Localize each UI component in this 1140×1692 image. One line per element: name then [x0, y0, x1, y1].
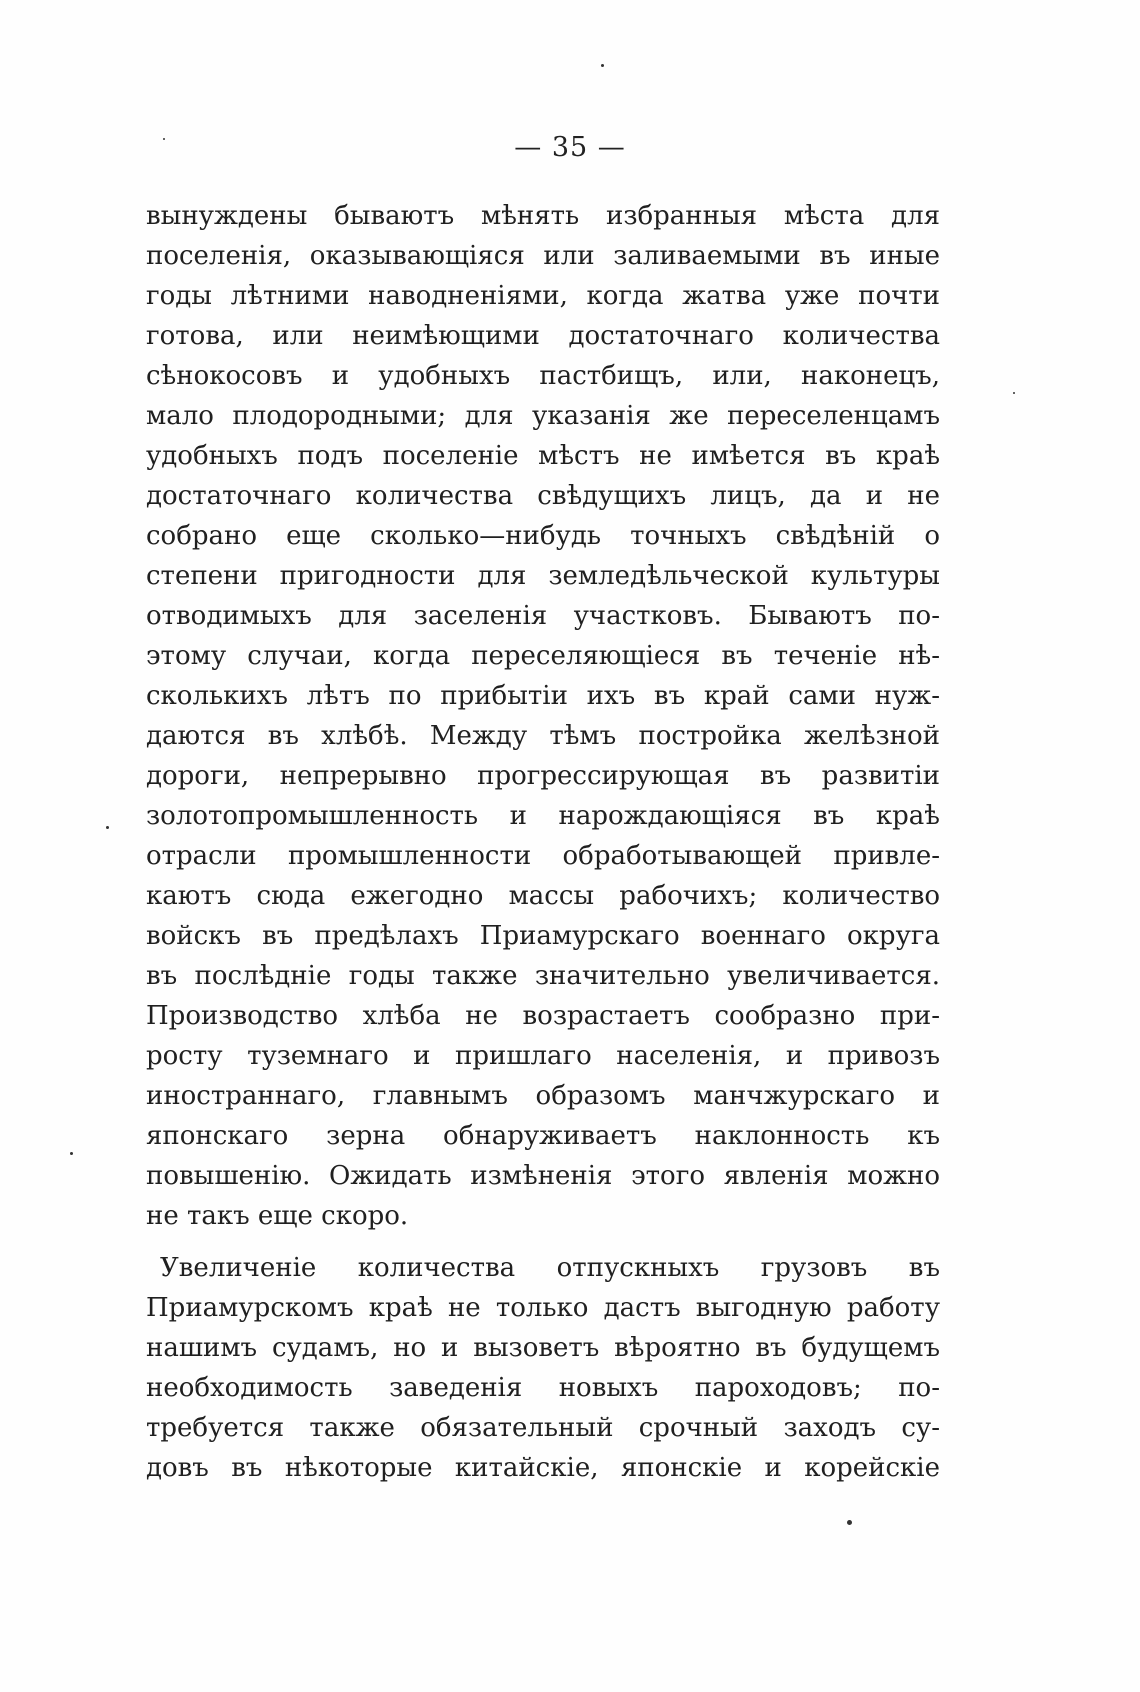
text-line: нашимъ судамъ, но и вызоветъ вѣроятно въ будущемъ	[146, 1333, 940, 1363]
scan-speck	[847, 1520, 852, 1525]
text-line: годы лѣтними наводненіями, когда жатва уже почти	[146, 281, 940, 311]
scan-speck	[106, 826, 109, 829]
paragraph-2	[146, 1248, 940, 1488]
text-line: иностраннаго, главнымъ образомъ манчжурскаго и	[146, 1081, 940, 1111]
paragraph-gap	[146, 1236, 940, 1248]
text-line: довъ въ нѣкоторые китайскіе, японскіе и корейскіе	[146, 1453, 940, 1483]
text-line: въ послѣдніе годы также значительно увеличивается.	[146, 961, 940, 991]
text-line: готова, или неимѣющими достаточнаго количества	[146, 321, 940, 351]
text-line: каютъ сюда ежегодно массы рабочихъ; количество	[146, 881, 940, 911]
text-line: Увеличеніе количества отпускныхъ грузовъ въ	[160, 1253, 940, 1283]
text-line: сѣнокосовъ и удобныхъ пастбищъ, или, наконецъ,	[146, 361, 940, 391]
text-line: войскъ въ предѣлахъ Приамурскаго военнаго округа	[146, 921, 940, 951]
scan-speck	[163, 138, 165, 140]
text-line: даются въ хлѣбѣ. Между тѣмъ постройка желѣзной	[146, 721, 940, 751]
text-line: отводимыхъ для заселенія участковъ. Бываютъ по-	[146, 601, 940, 631]
text-line: Приамурскомъ краѣ не только дастъ выгодную работу	[146, 1293, 940, 1323]
text-line: золотопромышленность и нарождающіяся въ краѣ	[146, 801, 940, 831]
text-line: удобныхъ подъ поселеніе мѣстъ не имѣется въ краѣ	[146, 441, 940, 471]
text-line: необходимость заведенія новыхъ пароходовъ; по-	[146, 1373, 940, 1403]
text-line: японскаго зерна обнаруживаетъ наклонность къ	[146, 1121, 940, 1151]
text-line: дороги, непрерывно прогрессирующая въ развитіи	[146, 761, 940, 791]
scan-speck	[70, 1152, 73, 1155]
text-line: вынуждены бываютъ мѣнять избранныя мѣста для	[146, 201, 940, 231]
text-line: мало плодородными; для указанія же переселенцамъ	[146, 401, 940, 431]
text-line: требуется также обязательный срочный заходъ су-	[146, 1413, 940, 1443]
text-line: этому случаи, когда переселяющіеся въ теченіе нѣ-	[146, 641, 940, 671]
text-line: Производство хлѣба не возрастаетъ сообразно при-	[146, 1001, 940, 1031]
paragraph-1	[146, 196, 940, 1236]
scan-speck	[1013, 392, 1015, 394]
text-line: повышенію. Ожидать измѣненія этого явленія можно	[146, 1161, 940, 1191]
body-text	[146, 196, 940, 1488]
text-line: поселенія, оказывающіяся или заливаемыми въ иные	[146, 241, 940, 271]
text-line: собрано еще сколько—нибудь точныхъ свѣдѣній о	[146, 521, 940, 551]
page-number: — 35 —	[514, 132, 626, 163]
text-line: росту туземнаго и пришлаго населенія, и привозъ	[146, 1041, 940, 1071]
text-line: сколькихъ лѣтъ по прибытіи ихъ въ край сами нуж-	[146, 681, 940, 711]
scan-speck	[601, 64, 604, 67]
text-line: не такъ еще скоро.	[146, 1201, 409, 1231]
text-line: степени пригодности для земледѣльческой культуры	[146, 561, 940, 591]
text-line: отрасли промышленности обработывающей привле-	[146, 841, 940, 871]
text-line: достаточнаго количества свѣдущихъ лицъ, да и не	[146, 481, 940, 511]
